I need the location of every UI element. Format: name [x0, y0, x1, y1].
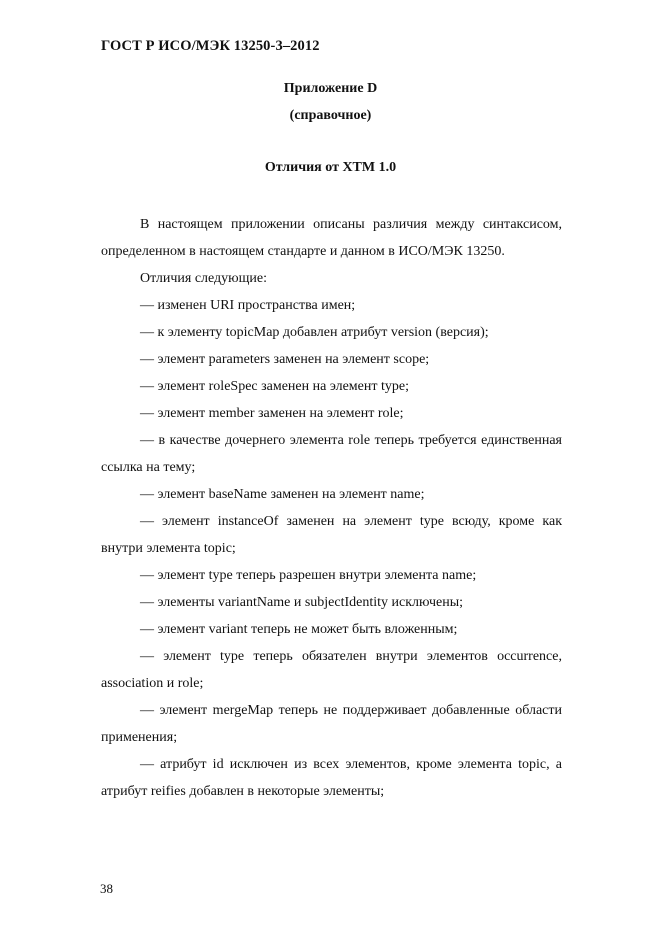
difference-item: — элемент member заменен на элемент role;: [140, 406, 404, 421]
difference-item: — в качестве дочернего элемента role теперь требуется единственная ссылка на тему;: [101, 433, 562, 475]
difference-item: — элементы variantName и subjectIdentity исключены;: [140, 595, 463, 610]
difference-item: — элемент instanceOf заменен на элемент type всюду, кроме как внутри элемента topic;: [101, 514, 562, 556]
page-number: 38: [100, 881, 113, 896]
difference-item: — элемент baseName заменен на элемент name;: [140, 487, 425, 502]
difference-item: — изменен URI пространства имен;: [140, 298, 356, 313]
section-title: Отличия от XTM 1.0: [264, 160, 397, 175]
intro-paragraph: В настоящем приложении описаны различия между синтаксисом, определенном в настоящем стандарте и данном в ИСО/МЭК 13250.: [101, 217, 562, 259]
appendix-title: Приложение D: [283, 81, 378, 96]
difference-item: — элемент variant теперь не может быть вложенным;: [140, 622, 458, 637]
difference-item: — элемент parameters заменен на элемент scope;: [140, 352, 430, 367]
body-text: [101, 211, 562, 805]
standard-code-header: ГОСТ Р ИСО/МЭК 13250-3–2012: [101, 38, 320, 54]
difference-item: — элемент type теперь разрешен внутри элемента name;: [140, 568, 477, 583]
difference-item: — элемент roleSpec заменен на элемент type;: [140, 379, 409, 394]
difference-item: — к элементу topicMap добавлен атрибут version (версия);: [140, 325, 489, 340]
difference-item: — элемент type теперь обязателен внутри элементов occurrence, association и role;: [101, 649, 562, 691]
appendix-kind: (справочное): [289, 108, 372, 123]
list-lead-in: Отличия следующие:: [140, 271, 268, 286]
difference-item: — элемент mergeMap теперь не поддерживает добавленные области применения;: [101, 703, 562, 745]
difference-item: — атрибут id исключен из всех элементов, кроме элемента topic, а атрибут reifies добавлен в некоторые элементы;: [101, 757, 562, 799]
